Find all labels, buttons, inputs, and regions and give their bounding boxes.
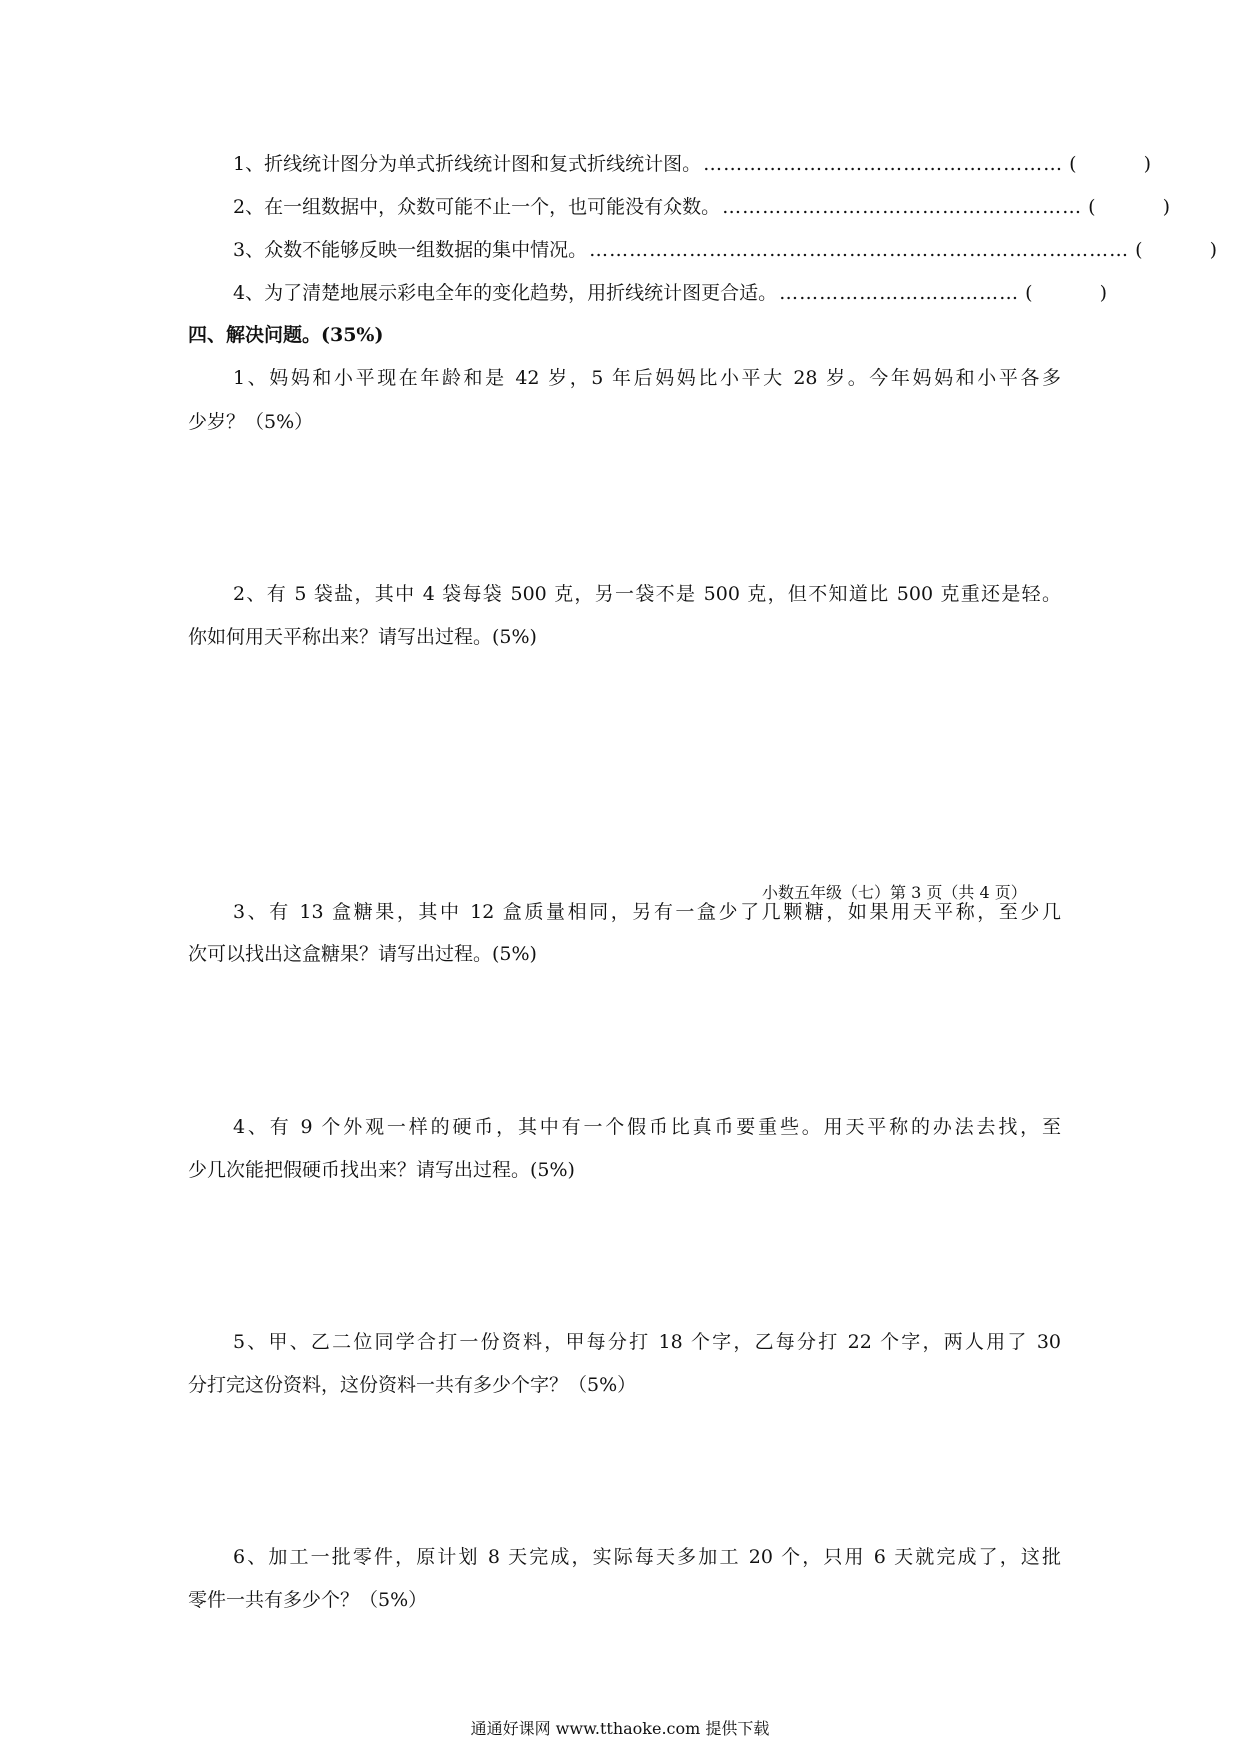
- answer-blank[interactable]: ( ): [1069, 153, 1152, 175]
- section-title: 四、解决问题。(35%): [188, 324, 384, 346]
- page-label: 小数五年级（七）第 3 页（共 4 页）: [762, 883, 1027, 902]
- problem-6-line-1: 6、加工一批零件，原计划 8 天完成，实际每天多加工 20 个，只用 6 天就完成了，这批: [233, 1546, 1061, 1568]
- problem-3-line-2: 次可以找出这盒糖果？请写出过程。(5%): [188, 943, 537, 965]
- judgement-text: 2、在一组数据中，众数可能不止一个，也可能没有众数。: [233, 196, 721, 218]
- judgement-item-1: [233, 152, 1152, 176]
- dot-leader: ………………………………………………: [722, 196, 1083, 218]
- judgement-item-4: [233, 281, 1108, 305]
- problem-5-line-1: 5、甲、乙二位同学合打一份资料，甲每分打 18 个字，乙每分打 22 个字，两人用了 30: [233, 1331, 1061, 1353]
- problem-2-line-2: 你如何用天平称出来？请写出过程。(5%): [188, 626, 537, 648]
- problem-4-line-1: 4、有 9 个外观一样的硬币，其中有一个假币比真币要重些。用天平称的办法去找，至: [233, 1116, 1061, 1138]
- judgement-text: 4、为了清楚地展示彩电全年的变化趋势，用折线统计图更合适。: [233, 282, 778, 304]
- problem-1-line-2: 少岁？（5%）: [188, 411, 314, 433]
- footer-credit: 通通好课网 www.tthaoke.com 提供下载: [470, 1719, 770, 1738]
- dot-leader: ………………………………………………………………………: [589, 239, 1130, 261]
- judgement-text: 1、折线统计图分为单式折线统计图和复式折线统计图。: [233, 153, 702, 175]
- problem-5-line-2: 分打完这份资料，这份资料一共有多少个字？（5%）: [188, 1374, 637, 1396]
- problem-1-line-1: 1、妈妈和小平现在年龄和是 42 岁，5 年后妈妈比小平大 28 岁。今年妈妈和小平各多: [233, 367, 1061, 389]
- dot-leader: ………………………………………………: [703, 153, 1064, 175]
- answer-blank[interactable]: ( ): [1135, 239, 1218, 261]
- judgement-text: 3、众数不能够反映一组数据的集中情况。: [233, 239, 588, 261]
- answer-blank[interactable]: ( ): [1088, 196, 1171, 218]
- dot-leader: ………………………………: [779, 282, 1020, 304]
- problem-2-line-1: 2、有 5 袋盐，其中 4 袋每袋 500 克，另一袋不是 500 克，但不知道比 500 克重还是轻。: [233, 583, 1061, 605]
- answer-blank[interactable]: ( ): [1025, 282, 1108, 304]
- problem-3-line-1: 3、有 13 盒糖果，其中 12 盒质量相同，另有一盒少了几颗糖，如果用天平称，至少几: [233, 901, 1061, 923]
- problem-6-line-2: 零件一共有多少个？（5%）: [188, 1589, 428, 1611]
- judgement-item-2: [233, 195, 1171, 219]
- judgement-item-3: [233, 238, 1218, 262]
- problem-4-line-2: 少几次能把假硬币找出来？请写出过程。(5%): [188, 1159, 575, 1181]
